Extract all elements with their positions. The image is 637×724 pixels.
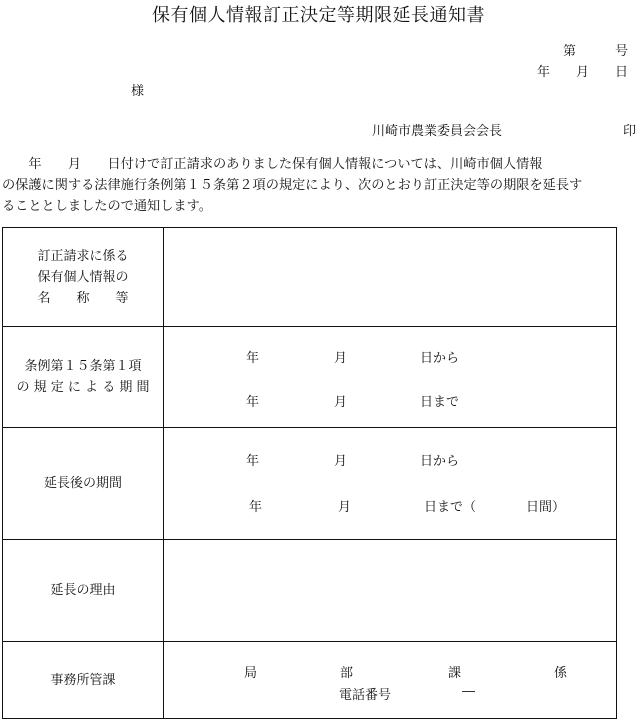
item-name-label-line: 訂正請求に係る: [37, 248, 129, 264]
notice-body: [2, 154, 634, 217]
original-period-label-line: 条例第１５条第１項: [24, 359, 142, 374]
notice-body-line: の保護に関する法律施行条例第１５条第２項の規定により、次のとおり訂正決定等の期限を延長す: [2, 178, 583, 193]
department-unit-label: 部: [340, 666, 354, 681]
item-name-value: [164, 228, 617, 327]
extended-period-label: 延長後の期間: [3, 428, 164, 540]
phone-number-dash: ―: [462, 684, 475, 699]
bureau-label: 局: [244, 666, 258, 681]
extended-to-month: 月: [338, 500, 352, 515]
item-name-label-line: 保有個人情報の: [37, 269, 129, 285]
notice-body-line: 年 月 日付けで訂正請求のありました保有個人情報については、川崎市個人情報: [2, 157, 543, 172]
extended-total-days: 日間）: [526, 500, 566, 515]
document-title: 保有個人情報訂正決定等期限延長通知書: [152, 5, 485, 26]
original-from-year: 年: [246, 351, 260, 366]
extended-period-value: [164, 428, 617, 540]
notice-form-table: [2, 227, 617, 719]
notice-body-line: ることとしましたので通知します。: [2, 199, 212, 214]
original-from-day: 日から: [420, 351, 460, 366]
original-to-day: 日まで: [420, 395, 460, 410]
form-row-original-period: [3, 327, 617, 428]
item-name-label-line: 名 称 等: [37, 290, 129, 306]
extended-from-year: 年: [246, 454, 260, 469]
document-date: 年 月 日: [537, 65, 629, 80]
sender-name: 川崎市農業委員会会長: [372, 124, 503, 139]
extended-to-day: 日まで（: [424, 500, 477, 515]
original-period-value: [164, 327, 617, 428]
form-row-extended-period: [3, 428, 617, 540]
unit-label: 係: [554, 666, 568, 681]
reason-label: 延長の理由: [3, 540, 164, 642]
reason-value: [164, 540, 617, 642]
form-row-item-name: [3, 228, 617, 327]
addressee-suffix: 様: [131, 84, 145, 99]
original-to-month: 月: [334, 395, 348, 410]
original-period-label-line: の 規 定 に よ る 期 間: [16, 380, 150, 395]
extended-to-year: 年: [249, 500, 263, 515]
original-to-year: 年: [246, 395, 260, 410]
department-label: 事務所管課: [3, 642, 164, 719]
department-value: [164, 642, 617, 719]
section-label: 課: [448, 666, 462, 681]
seal-mark: 印: [623, 124, 637, 139]
original-period-label: [3, 327, 164, 428]
extended-from-day: 日から: [420, 454, 460, 469]
phone-number-label: 電話番号: [339, 688, 392, 703]
extended-from-month: 月: [334, 454, 348, 469]
original-from-month: 月: [334, 351, 348, 366]
item-name-label: [3, 228, 164, 327]
form-row-reason: [3, 540, 617, 642]
document-number: 第 号: [563, 44, 629, 59]
form-row-department: [3, 642, 617, 719]
